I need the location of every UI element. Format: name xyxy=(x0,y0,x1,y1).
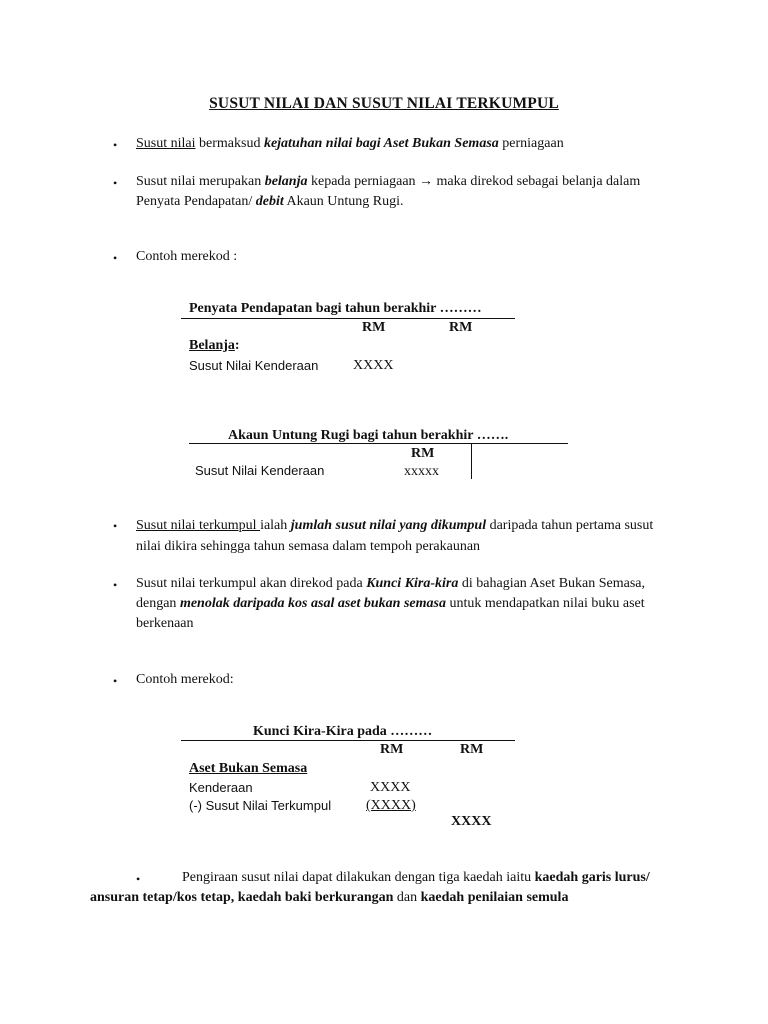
table2-rule xyxy=(189,443,568,444)
paragraph-example-2: Contoh merekod: xyxy=(136,672,234,687)
table1-section-label: Belanja xyxy=(189,338,235,353)
colon: : xyxy=(234,338,240,353)
table2-col1-header: RM xyxy=(411,446,435,461)
table2-title: Akaun Untung Rugi bagi tahun berakhir ……. xyxy=(228,428,509,443)
method-straight-line: kaedah garis lurus/ xyxy=(534,870,650,885)
table1-row-value: XXXX xyxy=(353,358,394,373)
paragraph-methods xyxy=(90,868,706,908)
table3-row1-label: Kenderaan xyxy=(189,780,253,795)
text-segment: perniagaan xyxy=(498,136,564,151)
text-emphasis: debit xyxy=(255,194,284,209)
text-segment: maka direkod sebagai belanja dalam xyxy=(433,174,641,189)
bullet-7: • xyxy=(136,872,141,886)
text-emphasis: Kunci Kira-kira xyxy=(366,576,459,591)
text-emphasis: jumlah susut nilai yang dikumpul xyxy=(290,518,487,533)
table2-row-value: xxxxx xyxy=(404,464,439,479)
paragraph-example-1: Contoh merekod : xyxy=(136,249,238,264)
paragraph-definition xyxy=(136,134,706,154)
bullet-5: • xyxy=(113,578,118,592)
text-segment: kepada perniagaan xyxy=(307,174,420,189)
bullet-3: • xyxy=(113,251,118,265)
paragraph-accumulated xyxy=(136,515,706,557)
text-segment: dan xyxy=(393,890,421,905)
line-wrap xyxy=(90,888,568,908)
text-emphasis: menolak daripada kos asal aset bukan semasa xyxy=(179,596,446,611)
term-susut-nilai: Susut nilai xyxy=(136,136,196,151)
term-susut-nilai-terkumpul: Susut nilai terkumpul xyxy=(136,518,261,533)
table3-section: Aset Bukan Semasa xyxy=(189,761,308,776)
bullet-2: • xyxy=(113,176,118,190)
bullet-6: • xyxy=(113,674,118,688)
arrow-icon: → xyxy=(419,174,434,189)
table3-col2-header: RM xyxy=(460,742,484,757)
text-segment: Susut nilai merupakan xyxy=(136,174,265,189)
table1-col1-header: RM xyxy=(362,320,386,335)
text-segment: Pengiraan susut nilai dapat dilakukan dengan tiga kaedah iaitu xyxy=(182,870,535,885)
text-segment: Susut nilai terkumpul akan direkod pada xyxy=(136,576,367,591)
table3-total: XXXX xyxy=(451,814,492,829)
table1-row-label: Susut Nilai Kenderaan xyxy=(189,358,319,373)
text-segment: Akaun Untung Rugi. xyxy=(283,194,404,209)
method-reducing-balance: ansuran tetap/kos tetap, kaedah baki berkurangan xyxy=(90,890,394,905)
table3-row1-value: XXXX xyxy=(370,780,411,795)
text-segment: berkenaan xyxy=(136,616,194,631)
paragraph-expense xyxy=(136,172,706,212)
table1-title: Penyata Pendapatan bagi tahun berakhir ……… xyxy=(189,301,482,316)
table3-title: Kunci Kira-Kira pada ……… xyxy=(253,724,433,739)
text-segment: daripada tahun pertama susut xyxy=(486,518,654,533)
text-segment: di bahagian Aset Bukan Semasa, xyxy=(458,576,646,591)
text-emphasis: kejatuhan nilai bagi Aset Bukan Semasa xyxy=(263,136,499,151)
text-segment: bermaksud xyxy=(195,136,264,151)
text-emphasis: belanja xyxy=(264,174,308,189)
table1-col2-header: RM xyxy=(449,320,473,335)
method-revaluation: kaedah penilaian semula xyxy=(420,890,569,905)
bullet-1: • xyxy=(113,138,118,152)
text-segment: nilai dikira sehingga tahun semasa dalam tempoh perakaunan xyxy=(136,539,481,554)
text-segment: Penyata Pendapatan/ xyxy=(136,194,256,209)
text-segment: untuk mendapatkan nilai buku aset xyxy=(445,596,645,611)
paragraph-balance-sheet xyxy=(136,574,706,634)
page-title: SUSUT NILAI DAN SUSUT NILAI TERKUMPUL xyxy=(209,95,559,112)
table2-row-label: Susut Nilai Kenderaan xyxy=(195,463,325,478)
text-segment: ialah xyxy=(260,518,291,533)
table3-row2-value: (XXXX) xyxy=(366,798,416,813)
table3-row2-label: (-) Susut Nilai Terkumpul xyxy=(189,798,332,813)
text-segment: dengan xyxy=(136,596,180,611)
table1-section xyxy=(189,336,240,356)
bullet-4: • xyxy=(113,519,118,533)
table3-col1-header: RM xyxy=(380,742,404,757)
table2-vertical-rule xyxy=(471,444,472,479)
